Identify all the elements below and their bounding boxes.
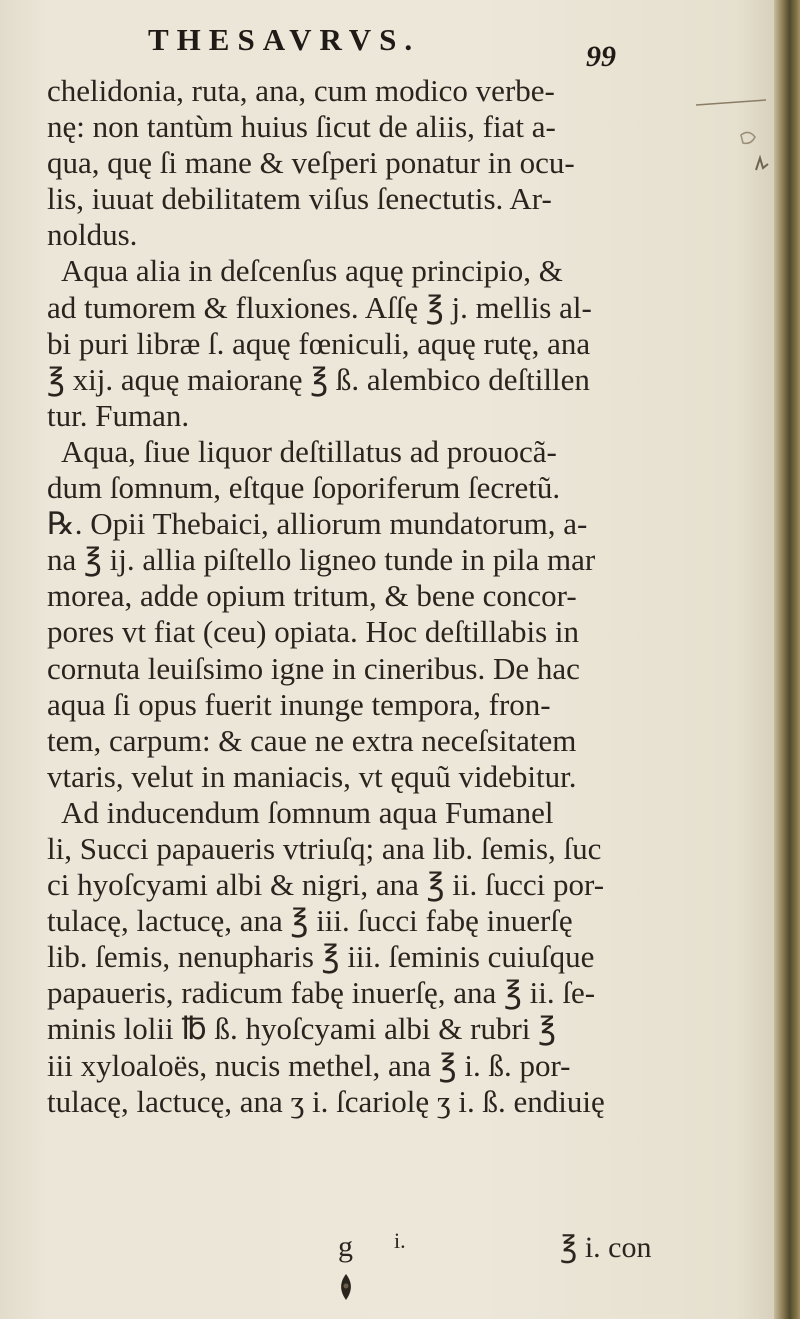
text-line: minis lolii ℔ ß. hyoſcyami albi & rubri ℥ [47,1011,557,1047]
text-line: papaueris, radicum fabę inuerſę, ana ℥ ii. ſe- [47,975,596,1011]
catchword: ℥ i. con [560,1231,652,1264]
signature-mark: g [338,1230,353,1263]
text-line: ci hyoſcyami albi & nigri, ana ℥ ii. ſucci por- [47,867,605,903]
printer-ornament-icon [336,1272,356,1302]
page-number: 99 [586,40,616,73]
text-line: lis, iuuat debilitatem viſus ſenectutis. Ar- [47,181,552,217]
page-header [148,22,708,72]
text-line: na ℥ ij. allia piſtello ligneo tunde in pila mar [47,542,596,578]
body-text [47,73,767,1120]
text-line: iii xyloaloës, nucis methel, ana ℥ i. ß. por- [47,1047,571,1083]
page-edge-shadow [774,0,800,1319]
text-line: pores vt fiat (ceu) opiata. Hoc deſtillabis in [47,614,579,650]
text-line: Ad inducendum ſomnum aqua Fumanel [61,794,554,830]
running-title: THESAVRVS. [148,22,421,57]
text-line: Aqua, ſiue liquor deſtillatus ad prouocã- [61,433,557,469]
text-line: nę: non tantùm huius ſicut de aliis, fiat a- [47,109,556,145]
text-line: aqua ſi opus fuerit inunge tempora, fron- [47,686,551,722]
text-line: morea, adde opium tritum, & bene concor- [47,578,577,614]
text-line: noldus. [47,217,138,253]
text-line: tulacę, lactucę, ana ℥ iii. ſucci fabę inuerſę [47,903,573,939]
text-line: tur. Fuman. [47,397,190,433]
catchword-line [338,1230,668,1270]
text-line: tem, carpum: & caue ne extra neceſsitatem [47,722,577,758]
text-line: bi puri libræ ſ. aquę fœniculi, aquę rutę, ana [47,325,591,361]
text-line: Aqua alia in deſcenſus aquę principio, & [61,253,563,289]
text-line: ℥ xij. aquę maioranę ℥ ß. alembico deſtillen [47,361,590,397]
text-line: li, Succi papaueris vtriuſq; ana lib. ſemis, ſuc [47,830,602,866]
signature-number: i. [394,1228,406,1253]
text-line: qua, quę ſi mane & veſperi ponatur in ocu- [47,145,575,181]
text-line: dum ſomnum, eſtque ſoporiferum ſecretũ. [47,470,561,506]
text-line: ad tumorem & fluxiones. Aſſę ℥ j. mellis al- [47,289,592,325]
text-line: ℞. Opii Thebaici, alliorum mundatorum, a- [47,506,588,542]
text-line: vtaris, velut in maniacis, vt ęquũ videbitur. [47,758,577,794]
text-line: tulacę, lactucę, ana ʒ i. ſcariolę ʒ i. ß. endiuię [47,1083,605,1119]
text-line: lib. ſemis, nenupharis ℥ iii. ſeminis cuiuſque [47,939,595,975]
text-line: chelidonia, ruta, ana, cum modico verbe- [47,73,555,108]
text-line: cornuta leuiſsimo igne in cineribus. De hac [47,650,580,686]
